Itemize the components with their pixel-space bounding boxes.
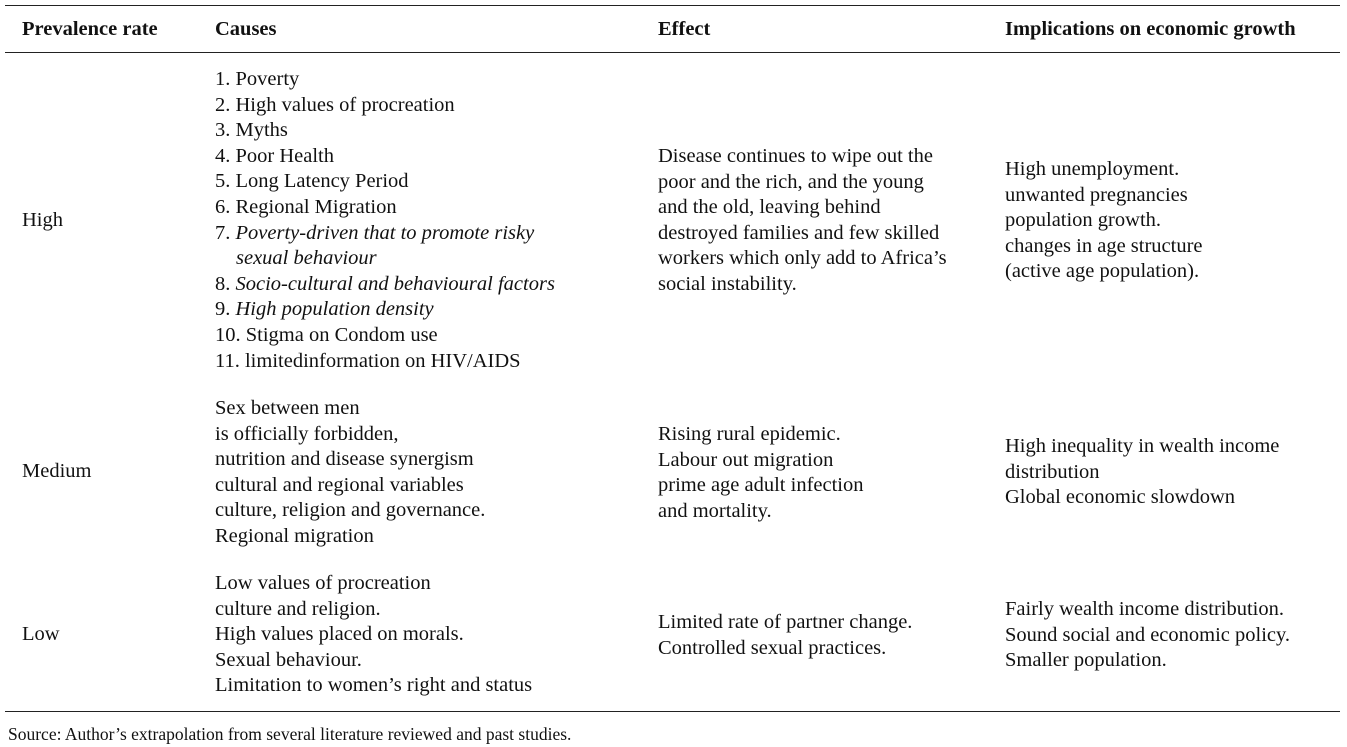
- effect-line: Controlled sexual practices.: [658, 636, 887, 659]
- effect-line: destroyed families and few skilled: [658, 221, 940, 244]
- cause-item: Sexual behaviour.: [215, 648, 362, 671]
- cause-item: 1. Poverty: [215, 68, 300, 90]
- effect-line: social instability.: [658, 272, 797, 295]
- cause-item: 11. limitedinformation on HIV/AIDS: [215, 349, 521, 372]
- cause-item: culture, religion and governance.: [215, 499, 486, 522]
- effect-line: Rising rural epidemic.: [658, 423, 841, 445]
- row-low-prevalence: Low: [22, 623, 60, 645]
- row-medium-implications: [1005, 434, 1279, 511]
- cause-item: nutrition and disease synergism: [215, 448, 474, 471]
- header-effect: Effect: [658, 18, 711, 40]
- implication-line: Sound social and economic policy.: [1005, 623, 1291, 646]
- effect-line: Disease continues to wipe out the: [658, 145, 933, 167]
- cause-item: 10. Stigma on Condom use: [215, 323, 438, 346]
- row-high-effect: [658, 144, 947, 298]
- cause-item: 5. Long Latency Period: [215, 170, 409, 193]
- cause-item: 7. Poverty-driven that to promote risky: [215, 221, 535, 244]
- implication-line: Global economic slowdown: [1005, 486, 1236, 509]
- implication-line: Fairly wealth income distribution.: [1005, 598, 1284, 620]
- cause-item: 6. Regional Migration: [215, 195, 397, 218]
- table-top-rule: [5, 5, 1340, 6]
- implication-line: (active age population).: [1005, 260, 1200, 283]
- cause-item: culture and religion.: [215, 597, 381, 620]
- cause-item: Regional migration: [215, 524, 374, 547]
- cause-item: High values placed on morals.: [215, 623, 464, 646]
- row-low-causes: [215, 571, 532, 699]
- row-high-implications: [1005, 157, 1203, 285]
- implication-line: unwanted pregnancies: [1005, 183, 1188, 206]
- header-causes: Causes: [215, 18, 277, 40]
- row-low-implications: [1005, 597, 1290, 674]
- effect-line: and the old, leaving behind: [658, 196, 881, 219]
- cause-item: Low values of procreation: [215, 572, 431, 594]
- effect-line: prime age adult infection: [658, 474, 864, 497]
- effect-line: Limited rate of partner change.: [658, 611, 913, 633]
- cause-item: Limitation to women’s right and status: [215, 674, 533, 697]
- cause-item: 4. Poor Health: [215, 144, 334, 167]
- source-note: Source: Author’s extrapolation from several literature reviewed and past studies.: [8, 724, 572, 744]
- cause-item: 3. Myths: [215, 119, 288, 142]
- row-high-causes: [215, 67, 555, 374]
- row-medium-causes: [215, 396, 485, 550]
- implication-line: High inequality in wealth income: [1005, 435, 1280, 457]
- row-low-effect: [658, 610, 912, 661]
- effect-line: poor and the rich, and the young: [658, 170, 924, 193]
- cause-item: is officially forbidden,: [215, 422, 399, 445]
- table-header-rule: [5, 52, 1340, 53]
- header-implications: Implications on economic growth: [1005, 18, 1296, 40]
- cause-item: 8. Socio-cultural and behavioural factors: [215, 272, 555, 295]
- header-prevalence-rate: Prevalence rate: [22, 18, 158, 40]
- table-bottom-rule: [5, 711, 1340, 712]
- cause-item: cultural and regional variables: [215, 473, 464, 496]
- cause-item: Sex between men: [215, 397, 360, 419]
- cause-item: sexual behaviour: [236, 247, 377, 270]
- effect-line: workers which only add to Africa’s: [658, 247, 947, 270]
- effect-line: Labour out migration: [658, 448, 834, 471]
- cause-item: 9. High population density: [215, 298, 434, 321]
- implication-line: changes in age structure: [1005, 234, 1203, 257]
- row-medium-prevalence: Medium: [22, 460, 92, 482]
- implication-line: Smaller population.: [1005, 649, 1167, 672]
- effect-line: and mortality.: [658, 499, 772, 522]
- implication-line: High unemployment.: [1005, 158, 1180, 180]
- cause-item: 2. High values of procreation: [215, 93, 455, 116]
- implication-line: distribution: [1005, 460, 1100, 483]
- row-medium-effect: [658, 422, 864, 524]
- row-high-prevalence: High: [22, 209, 63, 231]
- implication-line: population growth.: [1005, 209, 1162, 232]
